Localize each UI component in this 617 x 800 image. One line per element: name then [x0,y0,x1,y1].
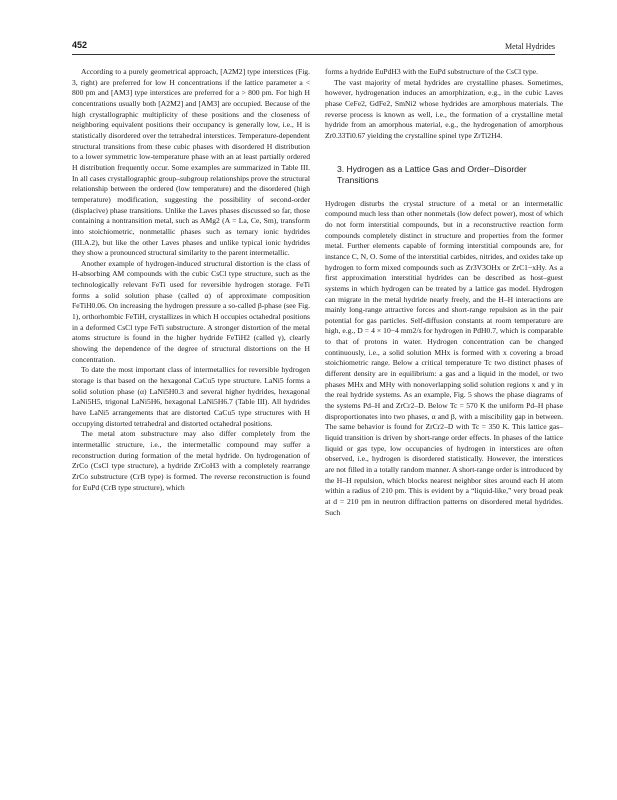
paragraph: Another example of hydrogen-induced structural distortion is the class of H-absorbing AM compounds with the cubic CsCl type structure, such as the technologically relevant FeTi used for reversible hydrogen storage. FeTi forms a solid solution phase (called α) of approximate composition FeTiH0.06. On increasing the hydrogen pressure a so-called β-phase (see Fig. 1), orthorhombic FeTiH, crystallizes in which H occupies octahedral positions in a deformed CsCl type FeTi substructure. A stronger distortion of the metal atoms structure is found in the higher hydride FeTiH2 (called γ), clearly showing the dependence of the degree of structural distortions on the H concentration. [72,258,310,364]
paragraph: The metal atom substructure may also differ completely from the intermetallic structure, i.e., the intermetallic compound may suffer a reconstruction during formation of the metal hydride. On hydrogenation of ZrCo (CsCl type structure), a hydride ZrCoH3 with a completely rearrange ZrCo substructure (CrB type) is formed. The reverse reconstruction is found for EuPd (CrB type structure), which [72,429,310,492]
paragraph: To date the most important class of intermetallics for reversible hydrogen storage is that based on the hexagonal CaCu5 type structure. LaNi5 forms a solid solution phase (α) LaNi5H0.3 and several higher hydrides, hexagonal LaNi5H5, trigonal LaNi5H6, hexagonal LaNi5H6.7 (Table III). All hydrides have LaNi5 arrangements that are distorted CaCu5 type structures with H occupying distorted tetrahedral and distorted octahedral positions. [72,365,310,428]
header-rule [72,54,555,55]
paragraph: According to a purely geometrical approach, [A2M2] type interstices (Fig. 3, right) are preferred for low H concentrations if the lattice parameter a < 800 pm and [AM3] type interstices are preferred for a > 800 pm. For high H concentrations usually both [A2M2] and [AM3] are occupied. Because of the high crystallographic multiplicity of these positions and the closeness of neighboring equivalent positions their occupancy is generally low, i.e., H is statistically disordered over the tetrahedral interstices. Temperature-dependent structural transitions from these cubic phases with disordered H distribution to a lower symmetric low-temperature phase with an at least partially ordered H distribution frequently occur. Some examples are summarized in Table III. In all cases crystallographic group–subgroup relationships prove the structural relationship between the ordered (low temperature) and the disordered (high temperature) modification, suggesting the possibility of second-order (displacive) phase transitions. Unlike the Laves phases discussed so far, those containing a nontransition metal, such as AMg2 (A = La, Ce, Sm), transform into stoichiometric, nonmetallic phases such as ternary ionic hydrides (III.A.2), but like the other Laves phases and unlike typical ionic hydrides they show a pronounced structural similarity to the parent intermetallic. [72,67,310,258]
paragraph: forms a hydride EuPdH3 with the EuPd substructure of the CsCl type. [325,67,539,76]
page-number: 452 [72,40,88,50]
running-title: Metal Hydrides [505,42,555,51]
left-column [72,67,310,493]
paragraph: The vast majority of metal hydrides are crystalline phases. Sometimes, however, hydrogenation induces an amorphization, e.g., in the cubic Laves phase CeFe2, GdFe2, SmNi2 whose hydrides are amorphous materials. The reverse process is known as well, i.e., the formation of a crystalline metal hydride from an amorphous material, e.g., the hydrogenation of amorphous Zr0.33Ti0.67 yielding the crystalline spinel type ZrTi2H4. [325,77,563,140]
section-heading: 3. Hydrogen as a Lattice Gas and Order–Disorder Transitions [337,163,527,185]
right-column [325,67,563,518]
paragraph: Hydrogen disturbs the crystal structure of a metal or an intermetallic compound much less than other nonmetals (low defect power), most of which do not form interstitial compounds, but in a reconstructive reaction form compounds completely distinct in structure and properties from the former metal. Further elements capable of forming interstitial compounds are, for instance C, N, O. Some of the interstitial carbides, nitrides, and oxides take up hydrogen to form mixed compounds such as Zr3V3OHx or ZrC1−xHy. As a first approximation interstitial hydrides can be described as host–guest systems in which hydrogen can be treated by a lattice gas model. Hydrogen can migrate in the metal hydride nearly freely, and the H–H interactions are mainly long-range attractive forces and short-range repulsion as in the pair potential for gas particles. Self-diffusion constants at room temperature are high, e.g., D = 4 × 10−4 mm2/s for hydrogen in PdH0.7, which is comparable to that of protons in water. Hydrogen concentration can be changed continuously, i.e., a solid solution MHx is formed with x covering a broad stoichiometric range. Below a critical temperature Tc two distinct phases of different density are in equilibrium: a gas and a liquid in the model, or two phases MHx and MHy with nonoverlapping solid solution regions x and y in the real hydride systems. As an example, Fig. 5 shows the phase diagrams of the systems Pd–H and ZrCr2–D. Below Tc = 570 K the uniform Pd–H phase disproportionates into two phases, α and β, with a miscibility gap in between. The same behavior is found for ZrCr2–D with Tc = 350 K. This lattice gas–liquid transition is driven by short-range order effects. In phases of the lattice liquid or gas type, low occupancies of hydrogen in interstices are often observed, i.e., hydrogen is disordered statistically. However, the interstices are not filled in a totally random manner. A short-range order is introduced by the H–H repulsion, which blocks nearest neighbor sites around each H atom within a radius of 210 pm. This is evident by a “liquid-like,” very broad peak at d = 210 pm in neutron diffraction patterns on disordered metal hydrides. Such [325,198,563,517]
